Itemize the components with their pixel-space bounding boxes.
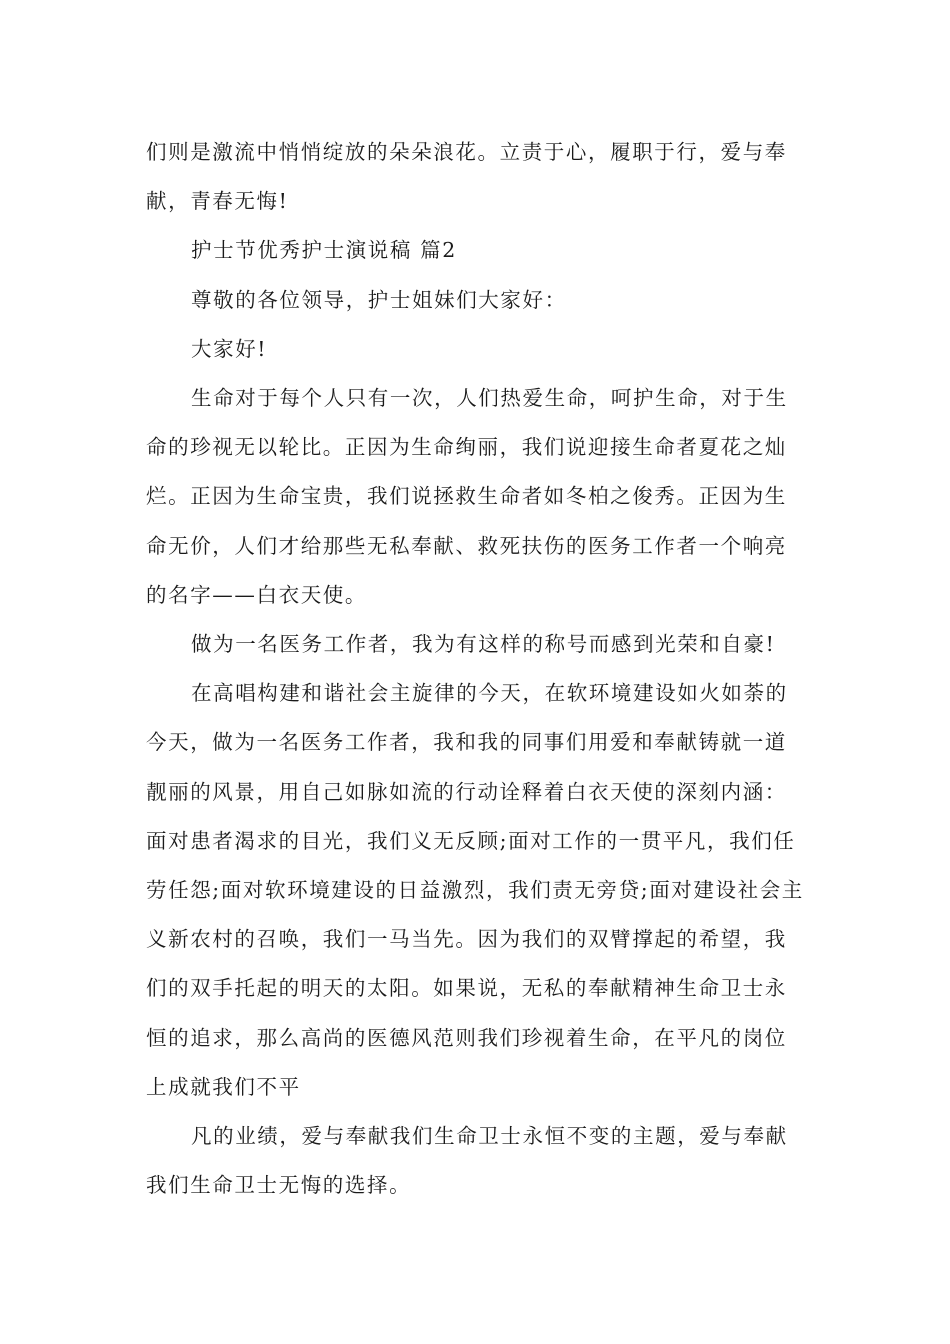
- section-heading: 护士节优秀护士演说稿 篇2: [191, 238, 457, 263]
- body-text: [146, 128, 808, 1210]
- paragraph: 在高唱构建和谐社会主旋律的今天，在软环境建设如火如荼的今天，做为一名医务工作者，我和我的同事们用爱和奉献铸就一道靓丽的风景，用自己如脉如流的行动诠释着白衣天使的深刻内涵：面对患者渴求的目光，我们义无反顾;面对工作的一贯平凡，我们任劳任怨;面对软环境建设的日益激烈，我们责无旁贷;面对建设社会主义新农村的召唤，我们一马当先。因为我们的双臂撑起的希望，我们的双手托起的明天的太阳。如果说，无私的奉献精神生命卫士永恒的追求，那么高尚的医德风范则我们珍视着生命，在平凡的岗位上成就我们不平: [146, 681, 804, 1099]
- salutation: 尊敬的各位领导，护士姐妹们大家好：: [191, 287, 567, 312]
- greeting: 大家好!: [191, 336, 268, 361]
- paragraph: 生命对于每个人只有一次，人们热爱生命，呵护生命，对于生命的珍视无以轮比。正因为生命绚丽，我们说迎接生命者夏花之灿烂。正因为生命宝贵，我们说拯救生命者如冬柏之俊秀。正因为生命无价，人们才给那些无私奉献、救死扶伤的医务工作者一个响亮的名字——白衣天使。: [146, 386, 788, 607]
- paragraph: 做为一名医务工作者，我为有这样的称号而感到光荣和自豪!: [191, 632, 776, 657]
- paragraph-continuation: 们则是激流中悄悄绽放的朵朵浪花。立责于心，履职于行，爱与奉献，青春无悔!: [146, 140, 787, 214]
- paragraph: 凡的业绩，爱与奉献我们生命卫士永恒不变的主题，爱与奉献我们生命卫士无悔的选择。: [146, 1124, 788, 1198]
